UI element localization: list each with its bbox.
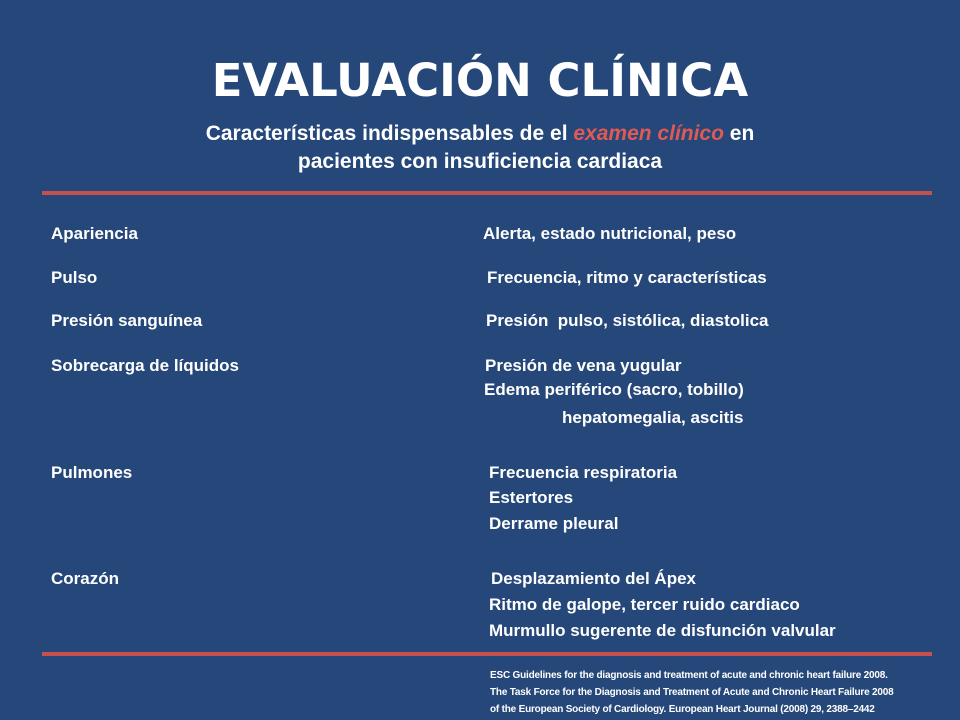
slide-title: EVALUACIÓN CLÍNICA [211, 54, 749, 107]
citation-line-1: ESC Guidelines for the diagnosis and treatment of acute and chronic heart failure 2008. [490, 670, 888, 681]
row-label-sobrecarga: Sobrecarga de líquidos [51, 356, 239, 375]
row-label-pulso: Pulso [51, 268, 98, 287]
subtitle-line-2: pacientes con insuficiencia cardiaca [297, 150, 663, 173]
row-value-pulmones-2: Estertores [489, 488, 574, 507]
row-label-pulmones: Pulmones [51, 463, 133, 482]
row-value-sobrecarga-3: hepatomegalia, ascitis [562, 408, 744, 427]
bottom-divider [42, 652, 932, 656]
row-value-presion: Presión pulso, sistólica, diastolica [486, 311, 769, 330]
row-value-pulso: Frecuencia, ritmo y características [487, 268, 767, 287]
row-value-apariencia: Alerta, estado nutricional, peso [483, 224, 737, 243]
row-value-pulmones-3: Derrame pleural [489, 514, 619, 533]
top-divider [42, 191, 932, 195]
citation-line-2: The Task Force for the Diagnosis and Treatment of Acute and Chronic Heart Failure 2008 [490, 687, 894, 698]
row-label-presion: Presión sanguínea [51, 311, 203, 330]
subtitle-highlight: examen clínico [573, 122, 724, 145]
row-label-corazon: Corazón [51, 569, 119, 588]
row-value-sobrecarga-1: Presión de vena yugular [485, 356, 682, 375]
citation-line-3: of the European Society of Cardiology. European Heart Journal (2008) 29, 2388–2442 [490, 704, 875, 715]
row-value-corazon-1: Desplazamiento del Ápex [491, 569, 697, 588]
subtitle-text-end: en [723, 122, 755, 145]
row-value-corazon-3: Murmullo sugerente de disfunción valvular [489, 621, 836, 640]
row-value-corazon-2: Ritmo de galope, tercer ruido cardiaco [489, 595, 800, 614]
row-label-apariencia: Apariencia [51, 224, 138, 243]
subtitle-text: Características indispensables de el [205, 122, 574, 145]
citation [490, 667, 893, 718]
row-value-sobrecarga-2: Edema periférico (sacro, tobillo) [484, 380, 744, 399]
row-value-pulmones-1: Frecuencia respiratoria [489, 463, 678, 482]
slide-subtitle [60, 120, 900, 176]
